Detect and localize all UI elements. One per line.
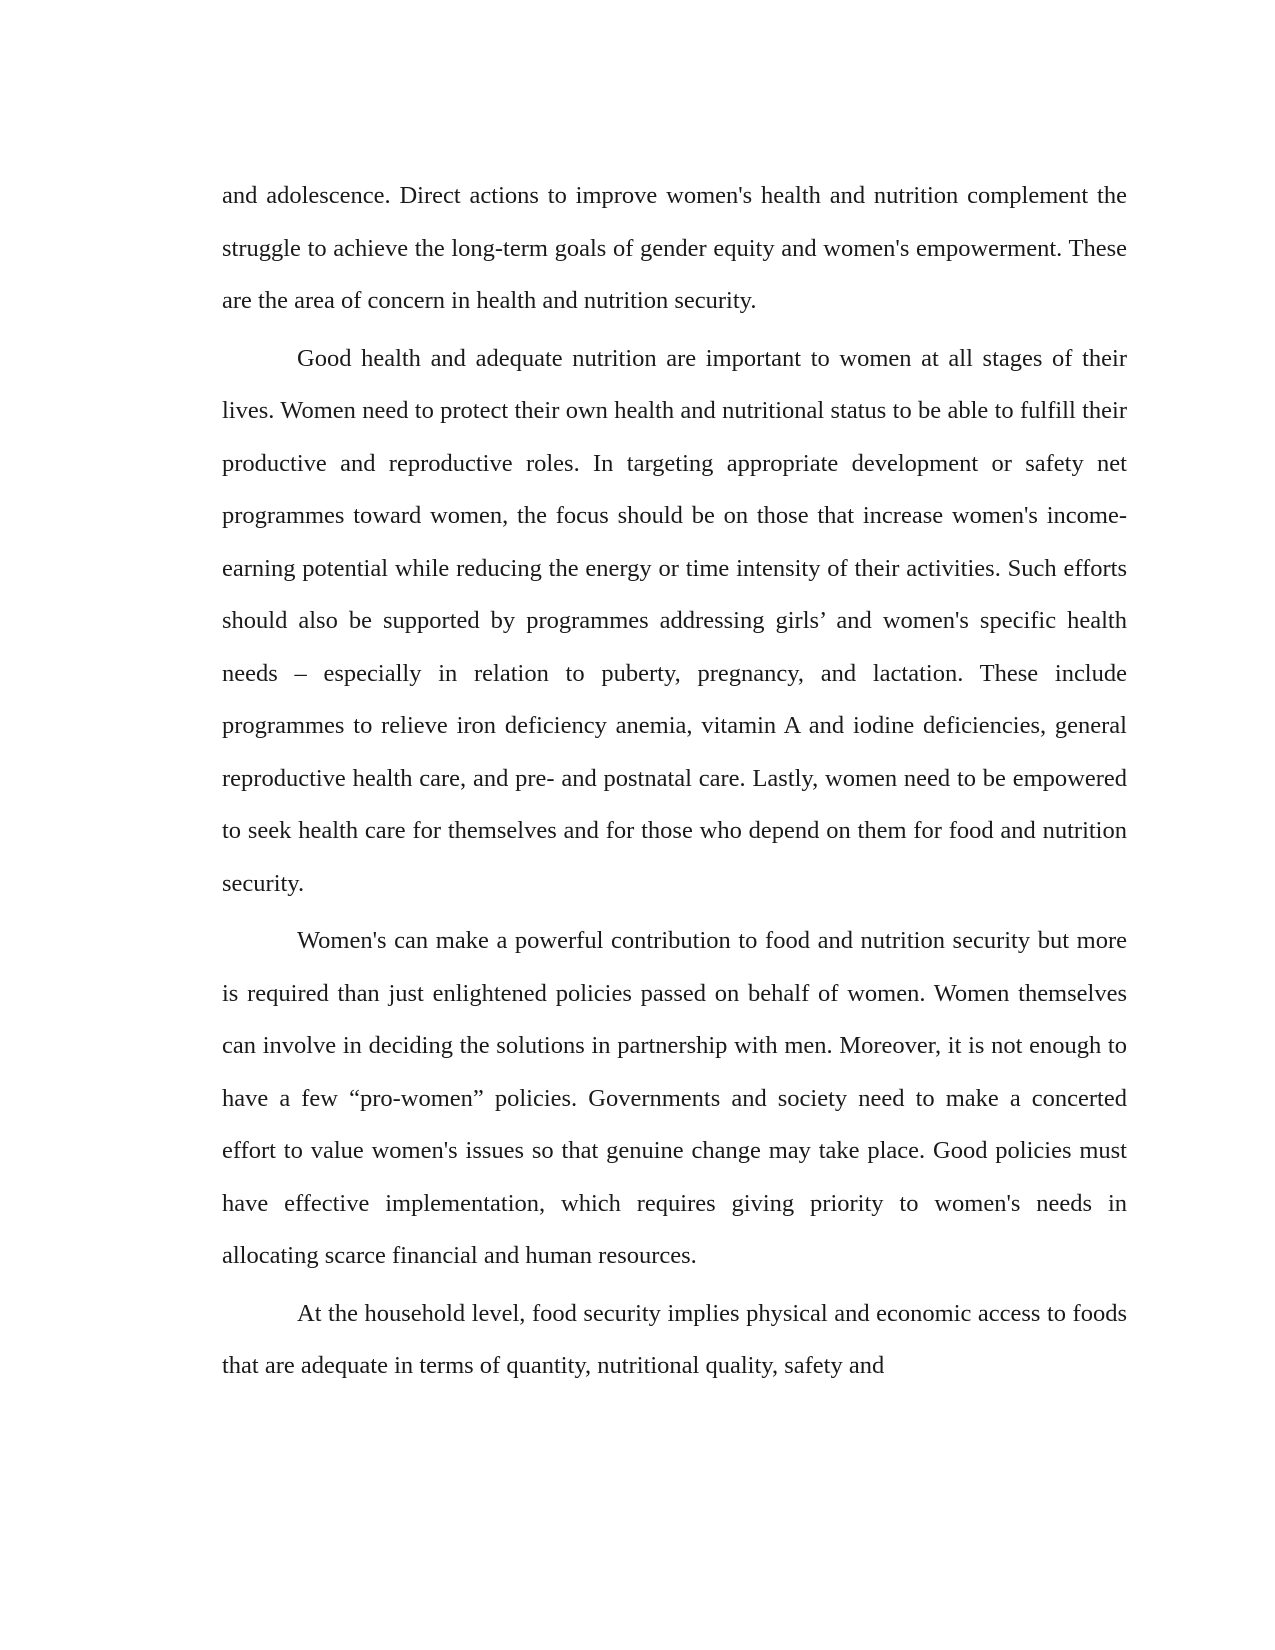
- paragraph-continuation: and adolescence. Direct actions to improve women's health and nutrition complement the struggle to achieve the long-term goals of gender equity and women's empowerment. These are the area of concern in health and nutrition security.: [222, 182, 1127, 314]
- body-text: [222, 170, 1127, 1398]
- paragraph-health-nutrition: Good health and adequate nutrition are important to women at all stages of their lives. Women need to protect their own health and nutritional status to be able to fulfill their productive and reproductive roles. In targeting appropriate development or safety net programmes toward women, the focus should be on those that increase women's income-earning potential while reducing the energy or time intensity of their activities. Such efforts should also be supported by programmes addressing girls’ and women's specific health needs – especially in relation to puberty, pregnancy, and lactation. These include programmes to relieve iron deficiency anemia, vitamin A and iodine deficiencies, general reproductive health care, and pre- and postnatal care. Lastly, women need to be empowered to seek health care for themselves and for those who depend on them for food and nutrition security.: [222, 344, 1127, 897]
- paragraph-policy-contribution: Women's can make a powerful contribution to food and nutrition security but more is required than just enlightened policies passed on behalf of women. Women themselves can involve in deciding the solutions in partnership with men. Moreover, it is not enough to have a few “pro-women” policies. Governments and society need to make a concerted effort to value women's issues so that genuine change may take place. Good policies must have effective implementation, which requires giving priority to women's needs in allocating scarce financial and human resources.: [222, 927, 1127, 1269]
- paragraph-household-food-security: At the household level, food security implies physical and economic access to foods that are adequate in terms of quantity, nutritional quality, safety and: [222, 1299, 1127, 1379]
